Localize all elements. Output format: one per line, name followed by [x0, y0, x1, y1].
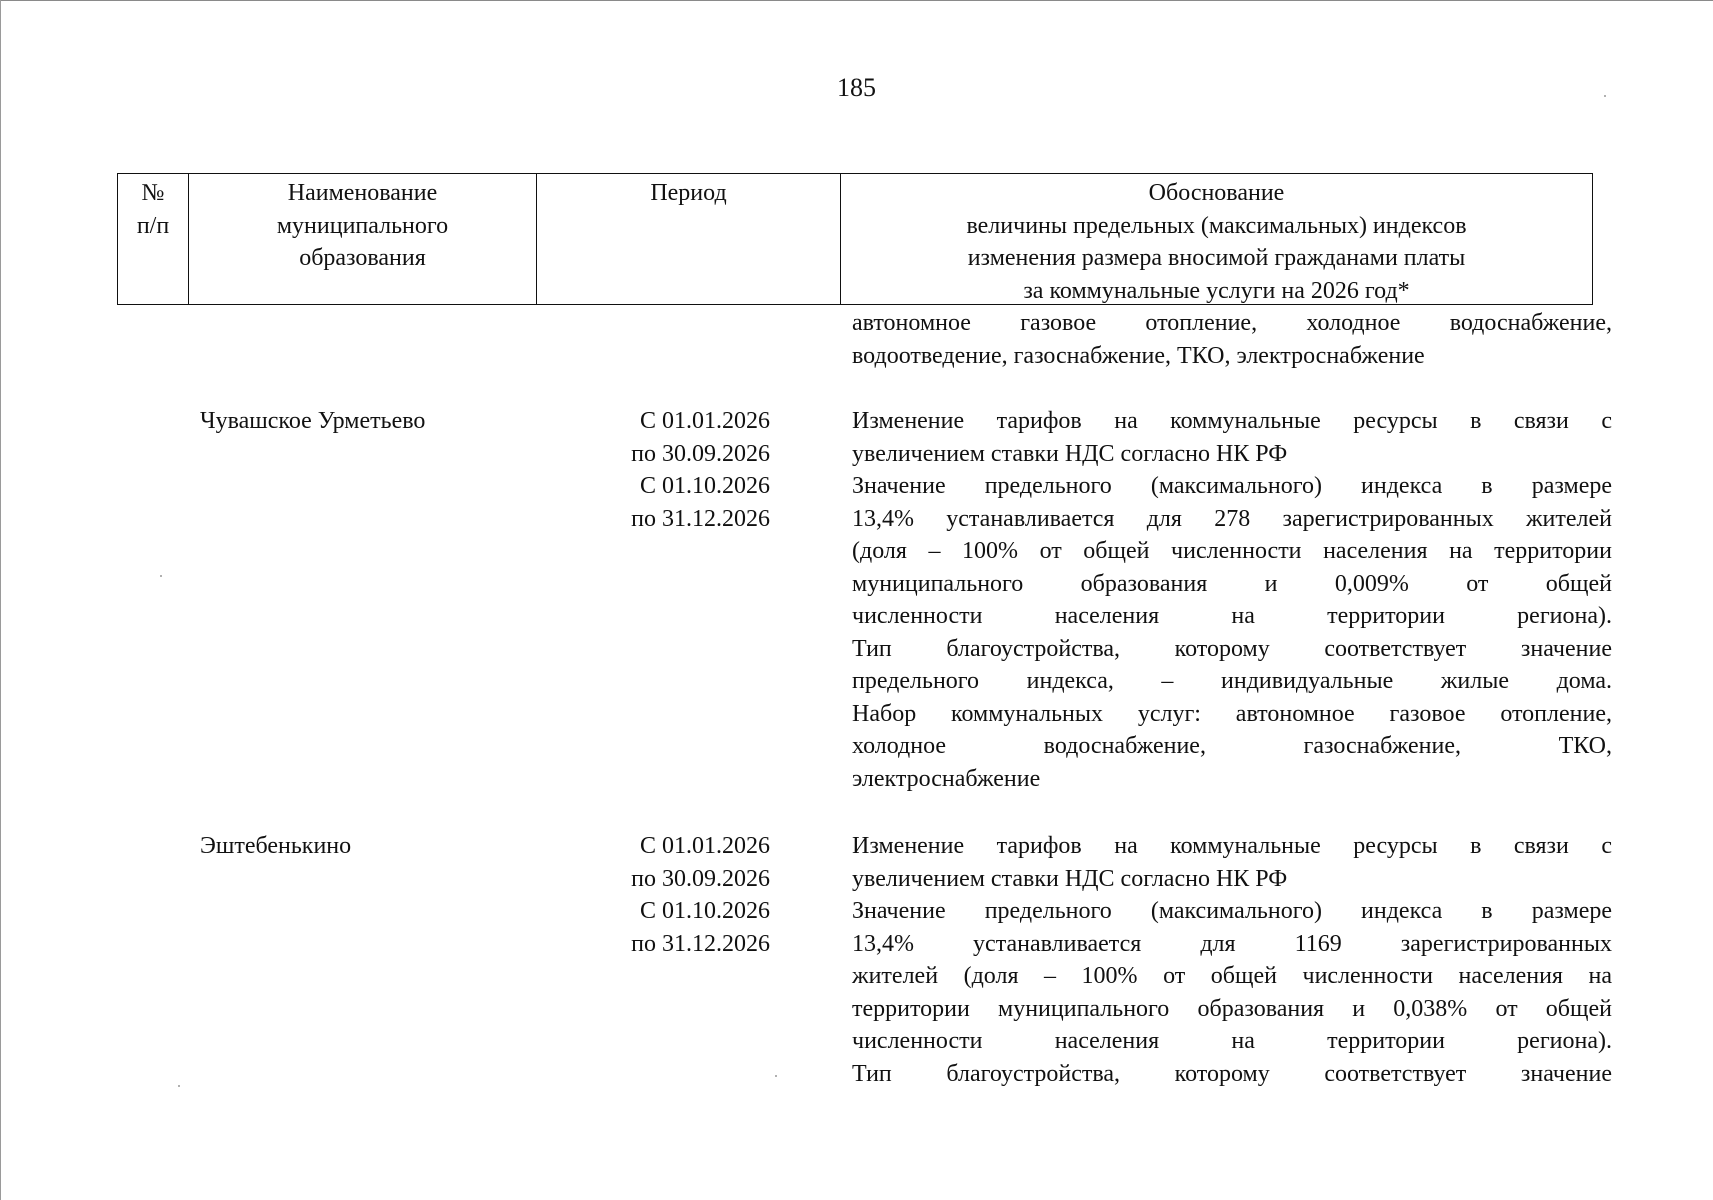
basis-line: численности населения на территории региона).: [852, 1028, 1612, 1054]
basis-cell: [852, 830, 1612, 1090]
basis-line: Изменение тарифов на коммунальные ресурсы в связи с: [852, 833, 1612, 859]
basis-line: 13,4% устанавливается для 278 зарегистрированных жителей: [852, 505, 1612, 532]
scan-speck: [178, 1085, 180, 1087]
basis-line: Тип благоустройства, которому соответствует значение: [852, 1060, 1612, 1087]
period-line: по 31.12.2026: [631, 505, 770, 532]
period-line: С 01.10.2026: [639, 898, 770, 924]
scan-speck: [1604, 95, 1606, 97]
basis-line: численности населения на территории региона).: [852, 603, 1612, 629]
scan-speck: [160, 575, 162, 577]
basis-line: территории муниципального образования и 0,038% от общей: [852, 995, 1612, 1022]
header-basis-line: величины предельных (максимальных) индексов: [966, 212, 1467, 239]
basis-line: водоотведение, газоснабжение, ТКО, электроснабжение: [852, 342, 1425, 369]
basis-line: 13,4% устанавливается для 1169 зарегистрированных: [852, 930, 1612, 957]
period-line: С 01.01.2026: [639, 408, 770, 434]
scan-speck: [775, 1075, 777, 1077]
table-header: [117, 173, 1593, 305]
basis-line: автономное газовое отопление, холодное водоснабжение,: [852, 310, 1612, 336]
header-basis-line: за коммунальные услуги на 2026 год*: [1023, 277, 1410, 304]
basis-line: (доля – 100% от общей численности населения на территории: [852, 538, 1612, 564]
basis-line: Значение предельного (максимального) индекса в размере: [852, 473, 1612, 499]
header-period-line: Период: [650, 180, 727, 206]
basis-line: электроснабжение: [852, 765, 1041, 792]
period-line: по 31.12.2026: [631, 930, 770, 957]
header-basis-line: изменения размера вносимой гражданами платы: [967, 245, 1466, 271]
basis-line: Изменение тарифов на коммунальные ресурсы в связи с: [852, 408, 1612, 434]
period-line: С 01.01.2026: [639, 833, 770, 859]
municipality-name: Чувашское Урметьево: [200, 408, 426, 434]
basis-continuation: [852, 307, 1612, 372]
period-line: С 01.10.2026: [639, 473, 770, 499]
period-line: по 30.09.2026: [631, 865, 770, 892]
page-number: 185: [837, 73, 876, 102]
page-frame-top: [0, 0, 1713, 1]
period-cell: [560, 405, 820, 535]
header-cell-basis: [841, 174, 1592, 304]
basis-line: муниципального образования и 0,009% от общей: [852, 570, 1612, 597]
period-line: по 30.09.2026: [631, 440, 770, 467]
period-cell: [560, 830, 820, 960]
basis-line: Значение предельного (максимального) индекса в размере: [852, 898, 1612, 924]
header-basis-line: Обоснование: [1148, 180, 1285, 206]
header-cell-number: [118, 174, 189, 304]
header-municipality-line: Наименование: [287, 180, 438, 206]
header-cell-period: [537, 174, 841, 304]
basis-line: увеличением ставки НДС согласно НК РФ: [852, 440, 1288, 467]
basis-line: холодное водоснабжение, газоснабжение, ТКО,: [852, 733, 1612, 759]
municipality-name: Эштебенькино: [200, 833, 352, 859]
header-number-line: №: [141, 180, 165, 206]
basis-line: увеличением ставки НДС согласно НК РФ: [852, 865, 1288, 892]
basis-line: Набор коммунальных услуг: автономное газовое отопление,: [852, 700, 1612, 727]
basis-cell: [852, 405, 1612, 795]
header-number-line: п/п: [136, 212, 170, 239]
basis-line: Тип благоустройства, которому соответствует значение: [852, 635, 1612, 662]
basis-line: предельного индекса, – индивидуальные жилые дома.: [852, 668, 1612, 694]
page-frame-left: [0, 0, 1, 1200]
basis-line: жителей (доля – 100% от общей численности населения на: [852, 963, 1612, 989]
header-cell-municipality: [189, 174, 537, 304]
header-municipality-line: муниципального: [276, 212, 449, 239]
header-municipality-line: образования: [299, 245, 426, 271]
